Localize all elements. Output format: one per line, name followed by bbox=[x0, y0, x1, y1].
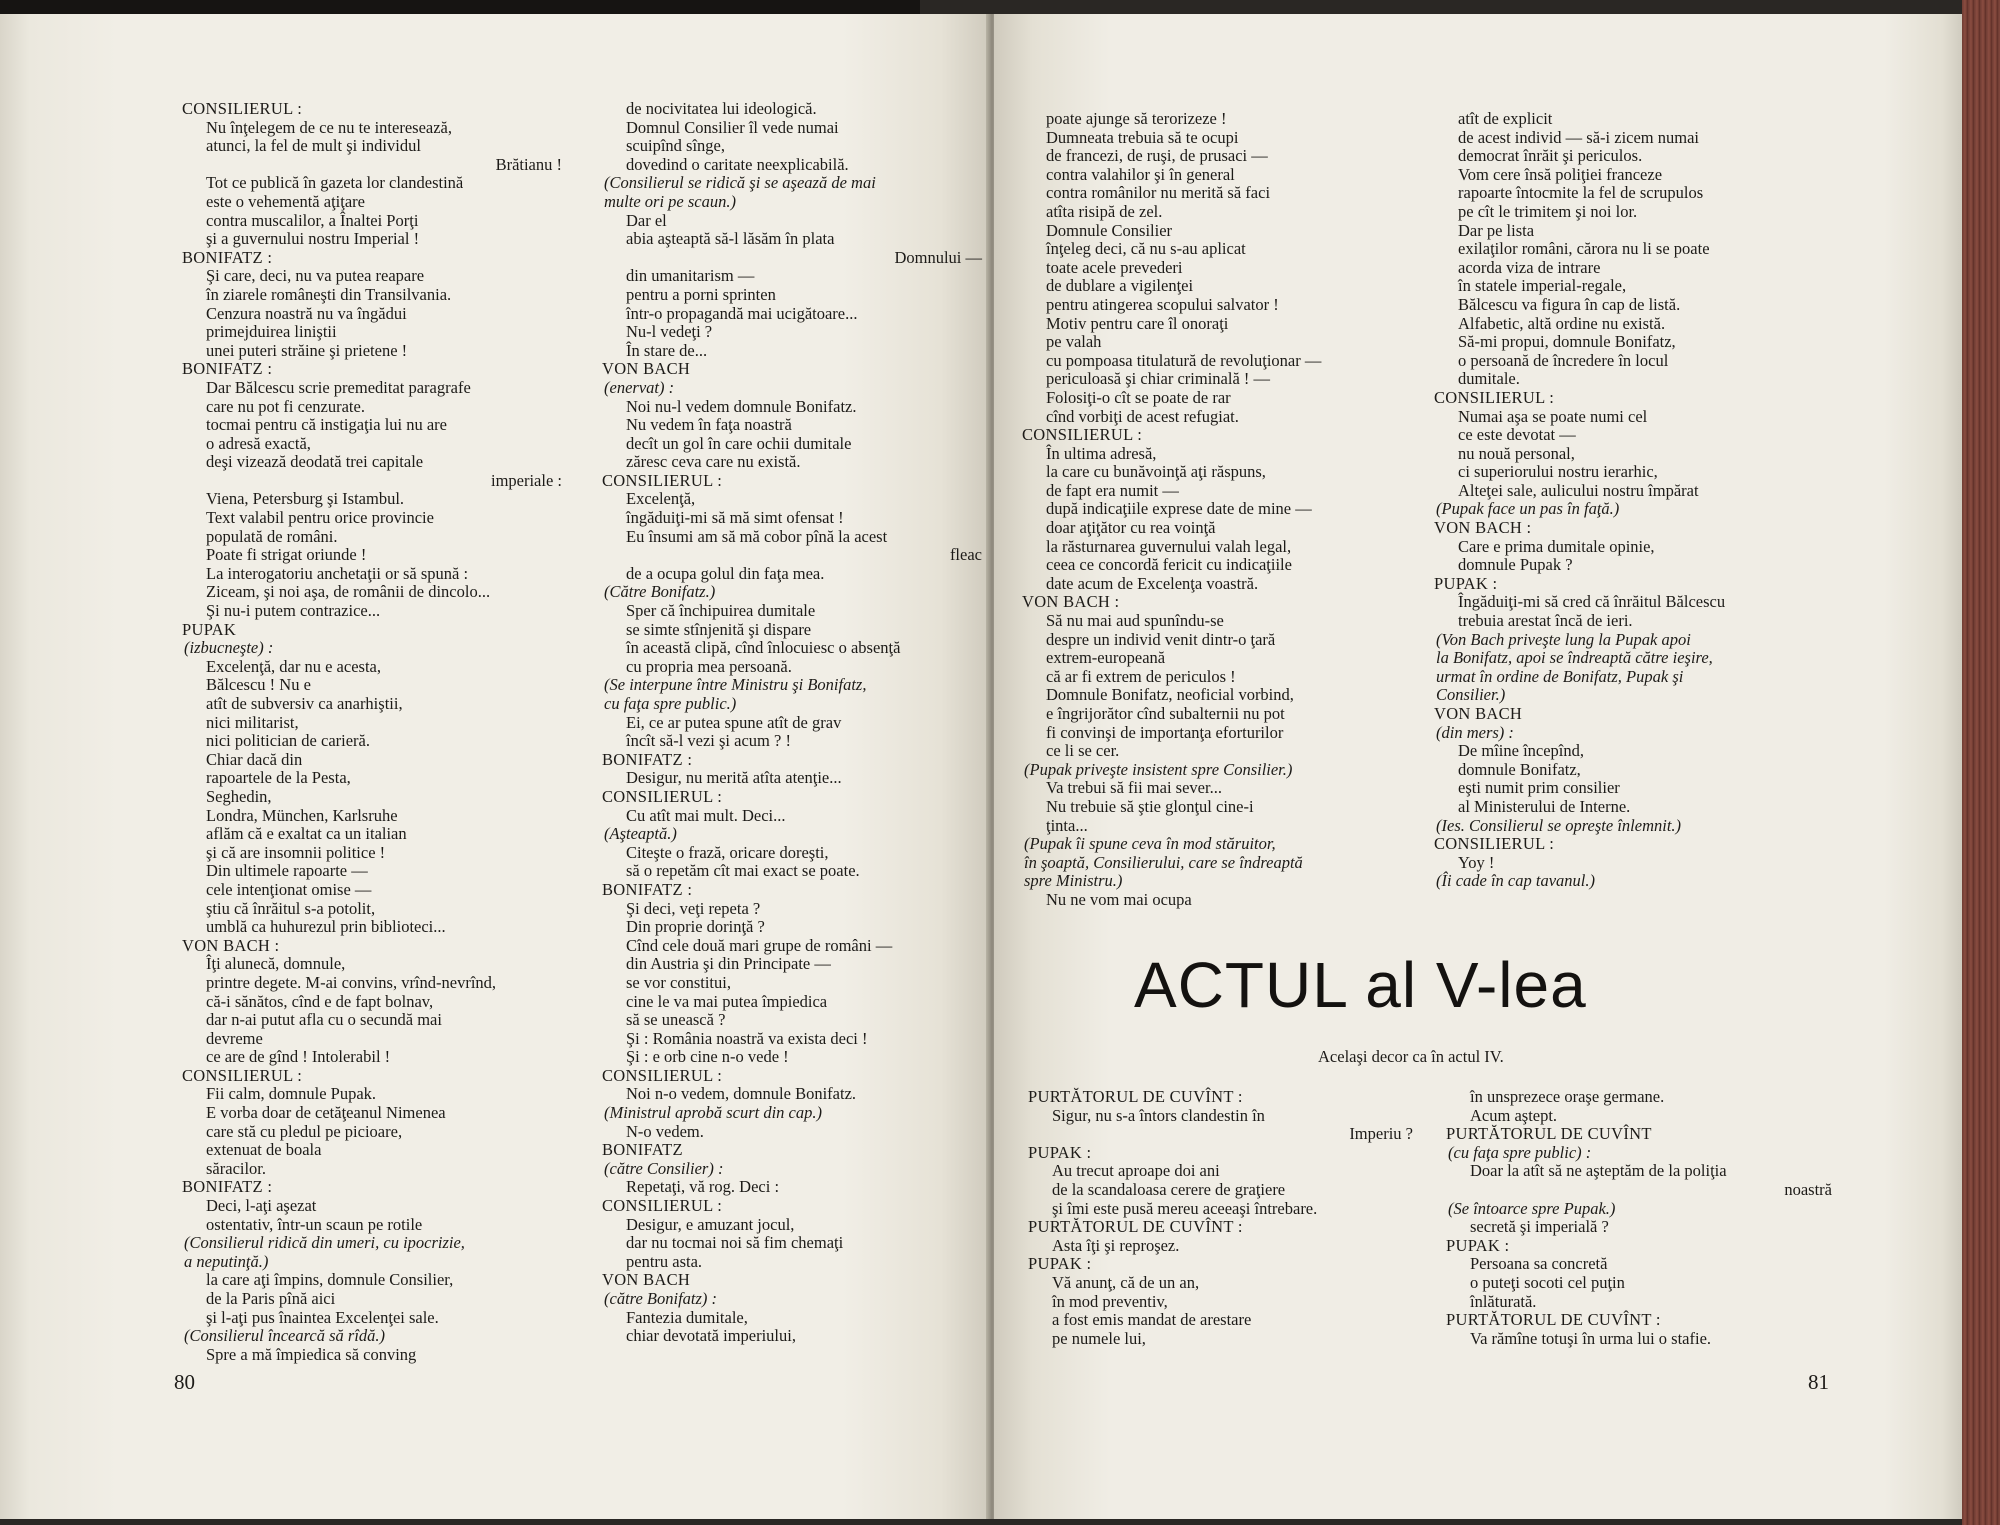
dialogue-line: Vom cere însă poliţiei franceze bbox=[1458, 164, 1663, 184]
dialogue-line: a fost emis mandat de arestare bbox=[1052, 1310, 1252, 1330]
left-column-2 bbox=[602, 100, 982, 1346]
dialogue-line: de nocivitatea lui ideologică. bbox=[626, 99, 817, 118]
dialogue-line: de acest individ — să-i zicem numai bbox=[1458, 127, 1700, 147]
dialogue-line: cele intenţionat omise — bbox=[206, 879, 372, 899]
dialogue-line: este o vehementă aţiţare bbox=[206, 191, 365, 211]
dialogue-line: în această clipă, cînd înlocuiesc o absenţă bbox=[626, 638, 901, 658]
dialogue-line: de a ocupa golul din faţa mea. bbox=[626, 563, 825, 583]
dialogue-line: Fantezia dumitale, bbox=[626, 1307, 748, 1327]
speaker-label: CONSILIERUL : bbox=[1022, 425, 1143, 445]
dialogue-line: doar aţiţător cu rea voinţă bbox=[1046, 518, 1216, 538]
speaker-label: BONIFATZ : bbox=[182, 359, 273, 379]
dialogue-line: Au trecut aproape doi ani bbox=[1052, 1161, 1220, 1181]
dialogue-line: atîta risipă de zel. bbox=[1046, 201, 1163, 221]
dialogue-line: de dublare a vigilenţei bbox=[1046, 276, 1194, 296]
stage-direction: (Pupak face un pas în faţă.) bbox=[1436, 499, 1620, 519]
dialogue-line: al Ministerului de Interne. bbox=[1458, 796, 1631, 816]
dialogue-line: Ziceam, şi noi aşa, de românii de dincolo... bbox=[206, 582, 491, 602]
stage-direction: (Consilierul încearcă să rîdă.) bbox=[184, 1326, 386, 1346]
dialogue-line: rapoartele de la Pesta, bbox=[206, 768, 351, 788]
speaker-label: VON BACH bbox=[602, 1270, 691, 1290]
dialogue-line: fi convinşi de importanţa eforturilor bbox=[1046, 722, 1284, 742]
dialogue-line: De mîine începînd, bbox=[1458, 741, 1585, 761]
dialogue-line: secretă şi imperială ? bbox=[1470, 1217, 1609, 1237]
dialogue-line: pe valah bbox=[1046, 332, 1102, 352]
stage-direction: (Pupak priveşte insistent spre Consilier.) bbox=[1024, 759, 1293, 779]
dialogue-line: Asta îţi şi reproşez. bbox=[1052, 1235, 1180, 1255]
dialogue-line: Va rămîne totuşi în urma lui o stafie. bbox=[1470, 1328, 1712, 1348]
dialogue-line: Citeşte o frază, oricare doreşti, bbox=[626, 842, 829, 862]
dialogue-line: Şi nu-i putem contrazice... bbox=[206, 601, 381, 621]
dialogue-line: care nu pot fi cenzurate. bbox=[206, 396, 365, 416]
dialogue-line: Îţi alunecă, domnule, bbox=[206, 954, 346, 974]
dialogue-line: scuipînd sînge, bbox=[626, 136, 725, 156]
stage-direction: Consilier.) bbox=[1436, 685, 1506, 705]
speaker-label: PURTĂTORUL DE CUVÎNT : bbox=[1028, 1087, 1243, 1106]
dialogue-line: e îngrijorător cînd subalternii nu pot bbox=[1046, 704, 1285, 723]
right-column-4 bbox=[1446, 1088, 1832, 1348]
dialogue-line: într-o propagandă mai ucigătoare... bbox=[626, 303, 858, 323]
dialogue-line: contra românilor nu merită să faci bbox=[1046, 183, 1271, 203]
dialogue-line: chiar devotată imperiului, bbox=[626, 1326, 796, 1346]
speaker-label: PURTĂTORUL DE CUVÎNT : bbox=[1028, 1217, 1243, 1237]
dialogue-line: Nu ne vom mai ocupa bbox=[1046, 889, 1192, 909]
dialogue-line: înţeleg deci, că nu s-au aplicat bbox=[1046, 239, 1246, 259]
dialogue-line: Care e prima dumitale opinie, bbox=[1458, 536, 1655, 556]
dialogue-line: o persoană de încredere în locul bbox=[1458, 350, 1669, 370]
dialogue-line: Seghedin, bbox=[206, 786, 272, 806]
stage-direction: spre Ministru.) bbox=[1024, 871, 1123, 891]
dialogue-line: Excelenţă, bbox=[626, 489, 696, 509]
dialogue-line: acorda viza de intrare bbox=[1458, 257, 1601, 277]
dialogue-line: Motiv pentru care îl onoraţi bbox=[1046, 313, 1229, 333]
dialogue-line: domnule Bonifatz, bbox=[1458, 759, 1581, 779]
dialogue-line: pentru a porni sprinten bbox=[626, 284, 776, 304]
dialogue-line: Noi nu-l vedem domnule Bonifatz. bbox=[626, 396, 857, 416]
stage-direction: (Consilierul se ridică şi se aşează de mai bbox=[604, 173, 876, 193]
speaker-label: BONIFATZ : bbox=[602, 749, 693, 769]
dialogue-line: Yoy ! bbox=[1458, 852, 1495, 872]
dialogue-line: nici politician de carieră. bbox=[206, 731, 371, 751]
dialogue-line: Deci, l-aţi aşezat bbox=[206, 1196, 317, 1216]
stage-direction: (către Consilier) : bbox=[604, 1158, 724, 1178]
dialogue-line: încît să-l vezi şi acum ? ! bbox=[626, 731, 791, 751]
dialogue-line: Sigur, nu s-a întors clandestin în bbox=[1052, 1105, 1265, 1125]
dialogue-line: Tot ce publică în gazeta lor clandestină bbox=[206, 173, 464, 193]
stage-direction: (enervat) : bbox=[604, 377, 675, 397]
dialogue-line: Viena, Petersburg şi Istambul. bbox=[206, 489, 405, 509]
dialogue-line: abia aşteaptă să-l lăsăm în plata bbox=[626, 229, 835, 249]
dialogue-line: Desigur, e amuzant jocul, bbox=[626, 1214, 795, 1234]
dialogue-line: Acum aştept. bbox=[1470, 1105, 1558, 1125]
page-number-left: 80 bbox=[174, 1370, 195, 1394]
dialogue-line: N-o vedem. bbox=[626, 1121, 704, 1141]
speaker-label: CONSILIERUL : bbox=[602, 1065, 723, 1085]
dialogue-line: fleac bbox=[949, 545, 982, 565]
stage-direction: la Bonifatz, apoi se îndreaptă către ieşire, bbox=[1436, 648, 1713, 668]
dialogue-line: Domnul Consilier îl vede numai bbox=[626, 117, 839, 137]
dialogue-line: se vor constitui, bbox=[626, 972, 731, 992]
dialogue-line: Cu atît mai mult. Deci... bbox=[626, 805, 786, 825]
dialogue-line: Doar la atît să ne aşteptăm de la poliţia bbox=[1470, 1161, 1727, 1181]
dialogue-line: pentru atingerea scopului salvator ! bbox=[1046, 294, 1279, 314]
dialogue-line: despre un individ venit dintr-o ţară bbox=[1046, 629, 1276, 649]
speaker-label: PUPAK : bbox=[1446, 1235, 1510, 1255]
dialogue-line: în mod preventiv, bbox=[1052, 1291, 1168, 1311]
dialogue-line: se simte stînjenită şi dispare bbox=[626, 619, 812, 639]
dialogue-line: Dar pe lista bbox=[1458, 220, 1535, 240]
dialogue-line: rapoarte întocmite la fel de scrupulos bbox=[1458, 183, 1704, 203]
dialogue-line: Eu însumi am să mă cobor pînă la acest bbox=[626, 526, 888, 546]
dialogue-line: Din ultimele rapoarte — bbox=[206, 861, 368, 881]
dialogue-line: Alfabetic, altă ordine nu există. bbox=[1458, 313, 1666, 333]
dialogue-line: Domnului — bbox=[894, 247, 982, 267]
dialogue-line: Londra, München, Karlsruhe bbox=[206, 805, 398, 825]
speaker-label: PUPAK bbox=[182, 619, 237, 639]
stage-direction: (Pupak îi spune ceva în mod stăruitor, bbox=[1024, 834, 1276, 854]
stage-direction: a neputinţă.) bbox=[184, 1251, 269, 1271]
dialogue-line: la care cu bunăvoinţă aţi răspuns, bbox=[1046, 462, 1266, 482]
dialogue-line: Nu trebuie să ştie glonţul cine-i bbox=[1046, 796, 1254, 816]
dialogue-line: că-i sănătos, cînd e de fapt bolnav, bbox=[206, 991, 434, 1011]
dialogue-line: de fapt era numit — bbox=[1046, 480, 1179, 500]
stage-direction: (din mers) : bbox=[1436, 722, 1514, 742]
dialogue-line: Imperiu ? bbox=[1349, 1124, 1413, 1144]
speaker-label: BONIFATZ : bbox=[182, 247, 273, 267]
dialogue-line: Noi n-o vedem, domnule Bonifatz. bbox=[626, 1084, 857, 1104]
dialogue-line: Dar Bălcescu scrie premeditat paragrafe bbox=[206, 377, 471, 397]
dialogue-line: Îngăduiţi-mi să cred că înrăitul Bălcescu bbox=[1458, 592, 1726, 612]
dialogue-line: Numai aşa se poate numi cel bbox=[1458, 406, 1648, 426]
dialogue-line: ce are de gînd ! Intolerabil ! bbox=[206, 1047, 391, 1067]
dialogue-line: în unsprezece oraşe germane. bbox=[1470, 1087, 1665, 1106]
dialogue-line: o adresă exactă, bbox=[206, 433, 311, 453]
dialogue-line: La interogatoriu anchetaţii or să spună : bbox=[206, 563, 469, 583]
speaker-label: CONSILIERUL : bbox=[602, 786, 723, 806]
speaker-label: CONSILIERUL : bbox=[602, 1196, 723, 1216]
dialogue-line: săracilor. bbox=[206, 1158, 267, 1178]
stage-direction: multe ori pe scaun.) bbox=[604, 191, 736, 211]
dialogue-line: pentru asta. bbox=[626, 1251, 703, 1271]
stage-direction: (Von Bach priveşte lung la Pupak apoi bbox=[1436, 629, 1691, 649]
dialogue-line: date acum de Excelenţa voastră. bbox=[1046, 573, 1259, 593]
dialogue-line: deşi vizează deodată trei capitale bbox=[206, 452, 424, 472]
dialogue-line: Excelenţă, dar nu e acesta, bbox=[206, 656, 381, 676]
dialogue-line: E vorba doar de cetăţeanul Nimenea bbox=[206, 1103, 446, 1123]
dialogue-line: Repetaţi, vă rog. Deci : bbox=[626, 1177, 780, 1197]
dialogue-line: aflăm că e exaltat ca un italian bbox=[206, 824, 407, 844]
dialogue-line: Chiar dacă din bbox=[206, 749, 303, 769]
speaker-label: VON BACH : bbox=[1022, 592, 1120, 612]
dialogue-line: decît un gol în care ochii dumitale bbox=[626, 433, 852, 453]
act-title: ACTUL al V-lea bbox=[1134, 949, 1587, 1021]
stage-direction: (izbucneşte) : bbox=[184, 638, 274, 658]
right-column-1 bbox=[1022, 110, 1392, 910]
stage-direction: (Se întoarce spre Pupak.) bbox=[1448, 1198, 1616, 1218]
dialogue-line: Spre a mă împiedica să conving bbox=[206, 1344, 417, 1364]
dialogue-line: trebuia arestat încă de ieri. bbox=[1458, 611, 1633, 631]
dialogue-line: atît de explicit bbox=[1458, 109, 1553, 128]
dialogue-line: atunci, la fel de mult şi individul bbox=[206, 136, 421, 156]
dialogue-line: Vă anunţ, că de un an, bbox=[1052, 1272, 1200, 1292]
dialogue-line: periculoasă şi chiar criminală ! — bbox=[1046, 369, 1271, 389]
dialogue-line: Alteţei sale, aulicului nostru împărat bbox=[1458, 480, 1699, 500]
dialogue-line: Poate fi strigat oriunde ! bbox=[206, 545, 367, 565]
dialogue-line: şi l-aţi pus înaintea Excelenţei sale. bbox=[206, 1307, 439, 1327]
dialogue-line: de la scandaloasa cerere de graţiere bbox=[1052, 1179, 1286, 1199]
dialogue-line: de la Paris pînă aici bbox=[206, 1289, 336, 1308]
dialogue-line: imperiale : bbox=[490, 470, 562, 490]
stage-direction: urmat în ordine de Bonifatz, Pupak şi bbox=[1436, 666, 1684, 686]
dialogue-line: exilaţilor români, cărora nu li se poate bbox=[1458, 239, 1710, 259]
book-edge bbox=[1962, 0, 2000, 1525]
dialogue-line: Persoana sa concretă bbox=[1470, 1254, 1608, 1274]
dialogue-line: care stă cu pledul pe picioare, bbox=[206, 1121, 403, 1141]
speaker-label: VON BACH bbox=[1434, 704, 1523, 723]
dialogue-line: Ei, ce ar putea spune atît de grav bbox=[626, 712, 842, 732]
dialogue-line: Cenzura noastră nu va îngădui bbox=[206, 303, 407, 323]
dialogue-line: Domnule Consilier bbox=[1046, 220, 1173, 240]
dialogue-line: tocmai pentru că instigaţia lui nu are bbox=[206, 415, 447, 435]
speaker-label: PUPAK : bbox=[1028, 1254, 1092, 1274]
dialogue-line: Dumneata trebuia să te ocupi bbox=[1046, 127, 1239, 147]
dialogue-line: primejduirea liniştii bbox=[206, 322, 337, 342]
speaker-label: BONIFATZ : bbox=[602, 879, 693, 899]
dialogue-line: şi că are insomnii politice ! bbox=[206, 842, 386, 862]
dialogue-line: ostentativ, într-un scaun pe rotile bbox=[206, 1214, 423, 1234]
stage-direction: (Îi cade în cap tavanul.) bbox=[1436, 871, 1595, 891]
dialogue-line: Să-mi propui, domnule Bonifatz, bbox=[1458, 332, 1676, 352]
dialogue-line: Va trebui să fii mai sever... bbox=[1046, 778, 1222, 798]
dialogue-line: Şi deci, veţi repeta ? bbox=[626, 898, 761, 918]
dialogue-line: cînd vorbiţi de acest refugiat. bbox=[1046, 406, 1239, 426]
dialogue-line: populată de români. bbox=[206, 526, 338, 546]
stage-direction: (Aşteaptă.) bbox=[604, 824, 677, 844]
dialogue-line: după indicaţiile exprese date de mine — bbox=[1046, 499, 1312, 519]
dialogue-line: Nu înţelegem de ce nu te interesează, bbox=[206, 117, 453, 137]
dialogue-line: extrem-europeană bbox=[1046, 648, 1166, 668]
dialogue-line: Şi : România noastră va exista deci ! bbox=[626, 1028, 868, 1048]
dialogue-line: ci superiorului nostru ierarhic, bbox=[1458, 462, 1658, 482]
dialogue-line: ce li se cer. bbox=[1046, 741, 1120, 761]
speaker-label: VON BACH : bbox=[1434, 518, 1532, 538]
dialogue-line: că ar fi extrem de periculos ! bbox=[1046, 666, 1236, 686]
dialogue-line: Text valabil pentru orice provincie bbox=[206, 508, 434, 528]
speaker-label: PUPAK : bbox=[1028, 1142, 1092, 1162]
dialogue-line: pe cît le trimitem şi noi lor. bbox=[1458, 201, 1638, 221]
speaker-label: CONSILIERUL : bbox=[182, 1065, 303, 1085]
dialogue-line: poate ajunge să terorizeze ! bbox=[1046, 109, 1227, 128]
dialogue-line: îngăduiţi-mi să mă simt ofensat ! bbox=[626, 508, 844, 528]
dialogue-line: contra muscalilor, a Înaltei Porţi bbox=[206, 210, 419, 230]
page-number-right: 81 bbox=[1808, 1370, 1829, 1394]
dialogue-line: devreme bbox=[206, 1028, 263, 1048]
dialogue-line: atît de subversiv ca anarhiştii, bbox=[206, 694, 403, 713]
speaker-label: VON BACH : bbox=[182, 935, 280, 955]
stage-direction: (Ministrul aprobă scurt din cap.) bbox=[604, 1103, 823, 1123]
stage-direction: cu faţa spre public.) bbox=[604, 694, 737, 713]
dialogue-line: eşti numit prim consilier bbox=[1458, 778, 1620, 798]
dialogue-line: domnule Pupak ? bbox=[1458, 555, 1573, 575]
stage-direction: (Se interpune între Ministru şi Bonifatz, bbox=[604, 675, 867, 695]
dialogue-line: În ultima adresă, bbox=[1046, 443, 1157, 463]
speaker-label: PUPAK : bbox=[1434, 573, 1498, 593]
dialogue-line: să se unească ? bbox=[626, 1010, 726, 1030]
dialogue-line: Nu-l vedeţi ? bbox=[626, 322, 713, 342]
dialogue-line: înlăturată. bbox=[1470, 1291, 1537, 1311]
dialogue-line: Şi : e orb cine n-o vede ! bbox=[626, 1047, 789, 1067]
dialogue-line: cu propria mea persoană. bbox=[626, 656, 792, 676]
dialogue-line: Şi care, deci, nu va putea reapare bbox=[206, 266, 425, 286]
dialogue-line: Fii calm, domnule Pupak. bbox=[206, 1084, 377, 1104]
stage-direction: (Către Bonifatz.) bbox=[604, 582, 716, 602]
dialogue-line: Nu vedem în faţa noastră bbox=[626, 415, 792, 435]
decor-note: Acelaşi decor ca în actul IV. bbox=[1318, 1047, 1504, 1066]
dialogue-line: nici militarist, bbox=[206, 712, 299, 732]
dialogue-line: la răsturnarea guvernului valah legal, bbox=[1046, 536, 1292, 556]
dialogue-line: ştiu că înrăitul s-a potolit, bbox=[206, 898, 376, 918]
dialogue-line: Folosiţi-o cît se poate de rar bbox=[1046, 387, 1231, 407]
right-column-2 bbox=[1434, 110, 1834, 891]
dialogue-line: şi a guvernului nostru Imperial ! bbox=[206, 229, 420, 249]
speaker-label: CONSILIERUL : bbox=[1434, 387, 1555, 407]
dialogue-line: Sper că închipuirea dumitale bbox=[626, 601, 816, 621]
dialogue-line: la care aţi împins, domnule Consilier, bbox=[206, 1270, 454, 1290]
dialogue-line: nu nouă personal, bbox=[1458, 443, 1575, 463]
dialogue-line: zăresc ceva care nu există. bbox=[626, 452, 801, 472]
speaker-label: VON BACH bbox=[602, 359, 691, 379]
speaker-label: CONSILIERUL : bbox=[602, 470, 723, 490]
dialogue-line: Cînd cele două mari grupe de români — bbox=[626, 935, 893, 955]
dialogue-line: Brătianu ! bbox=[495, 154, 562, 174]
dialogue-line: ţinta... bbox=[1046, 815, 1088, 835]
dialogue-line: dumitale. bbox=[1458, 369, 1520, 389]
dialogue-line: contra valahilor şi în general bbox=[1046, 164, 1235, 184]
stage-direction: (Consilierul ridică din umeri, cu ipocrizie, bbox=[184, 1233, 465, 1253]
dialogue-line: dovedind o caritate neexplicabilă. bbox=[626, 154, 849, 174]
dialogue-line: din umanitarism — bbox=[626, 266, 755, 286]
dialogue-line: În stare de... bbox=[626, 340, 708, 360]
dialogue-line: Bălcescu ! Nu e bbox=[206, 675, 311, 695]
dialogue-line: ce este devotat — bbox=[1458, 425, 1576, 445]
speaker-label: PURTĂTORUL DE CUVÎNT bbox=[1446, 1124, 1652, 1144]
dialogue-line: unei puteri străine şi prietene ! bbox=[206, 340, 408, 360]
dialogue-line: dar nu tocmai noi să fim chemaţi bbox=[626, 1233, 844, 1253]
dialogue-line: Dar el bbox=[626, 210, 667, 230]
right-column-3 bbox=[1028, 1088, 1413, 1348]
dialogue-line: printre degete. M-ai convins, vrînd-nevrînd, bbox=[206, 972, 497, 992]
speaker-label: BONIFATZ bbox=[602, 1140, 683, 1160]
dialogue-line: noastră bbox=[1784, 1179, 1832, 1199]
dialogue-line: în statele imperial-regale, bbox=[1458, 276, 1627, 296]
dialogue-line: să o repetăm cît mai exact se poate. bbox=[626, 861, 860, 881]
dialogue-line: pe numele lui, bbox=[1052, 1328, 1146, 1348]
stage-direction: (cu faţa spre public) : bbox=[1448, 1142, 1592, 1162]
dialogue-line: în ziarele româneşti din Transilvania. bbox=[206, 284, 452, 304]
dialogue-line: cu pompoasa titulatură de revoluţionar — bbox=[1046, 350, 1322, 370]
dialogue-line: democrat înrăit şi periculos. bbox=[1458, 146, 1643, 166]
dialogue-line: Să nu mai aud spunîndu-se bbox=[1046, 611, 1224, 631]
speaker-label: CONSILIERUL : bbox=[182, 99, 303, 118]
dialogue-line: umblă ca huhurezul prin biblioteci... bbox=[206, 917, 446, 937]
dialogue-line: cine le va mai putea împiedica bbox=[626, 991, 828, 1011]
left-column-1 bbox=[182, 100, 562, 1364]
dialogue-line: toate acele prevederi bbox=[1046, 257, 1183, 277]
stage-direction: în şoaptă, Consilierului, care se îndreaptă bbox=[1024, 852, 1303, 872]
dialogue-line: şi îmi este pusă mereu aceeaşi întrebare. bbox=[1052, 1198, 1318, 1218]
speaker-label: CONSILIERUL : bbox=[1434, 834, 1555, 854]
dialogue-line: Desigur, nu merită atîta atenţie... bbox=[626, 768, 842, 788]
dialogue-line: extenuat de boala bbox=[206, 1140, 322, 1160]
speaker-label: BONIFATZ : bbox=[182, 1177, 273, 1197]
dialogue-line: de francezi, de ruşi, de prusaci — bbox=[1046, 146, 1268, 166]
dialogue-line: Domnule Bonifatz, neoficial vorbind, bbox=[1046, 685, 1294, 705]
dialogue-line: din Austria şi din Principate — bbox=[626, 954, 831, 974]
dialogue-line: Din proprie dorinţă ? bbox=[626, 917, 765, 937]
stage-direction: (Ies. Consilierul se opreşte înlemnit.) bbox=[1436, 815, 1682, 835]
dialogue-line: o puteţi socoti cel puţin bbox=[1470, 1272, 1625, 1292]
stage-direction: (către Bonifatz) : bbox=[604, 1289, 718, 1308]
dialogue-line: Bălcescu va figura în cap de listă. bbox=[1458, 294, 1681, 314]
dialogue-line: dar n-ai putut afla cu o secundă mai bbox=[206, 1010, 442, 1030]
dialogue-line: ceea ce concordă fericit cu indicaţiile bbox=[1046, 555, 1292, 575]
speaker-label: PURTĂTORUL DE CUVÎNT : bbox=[1446, 1310, 1661, 1330]
